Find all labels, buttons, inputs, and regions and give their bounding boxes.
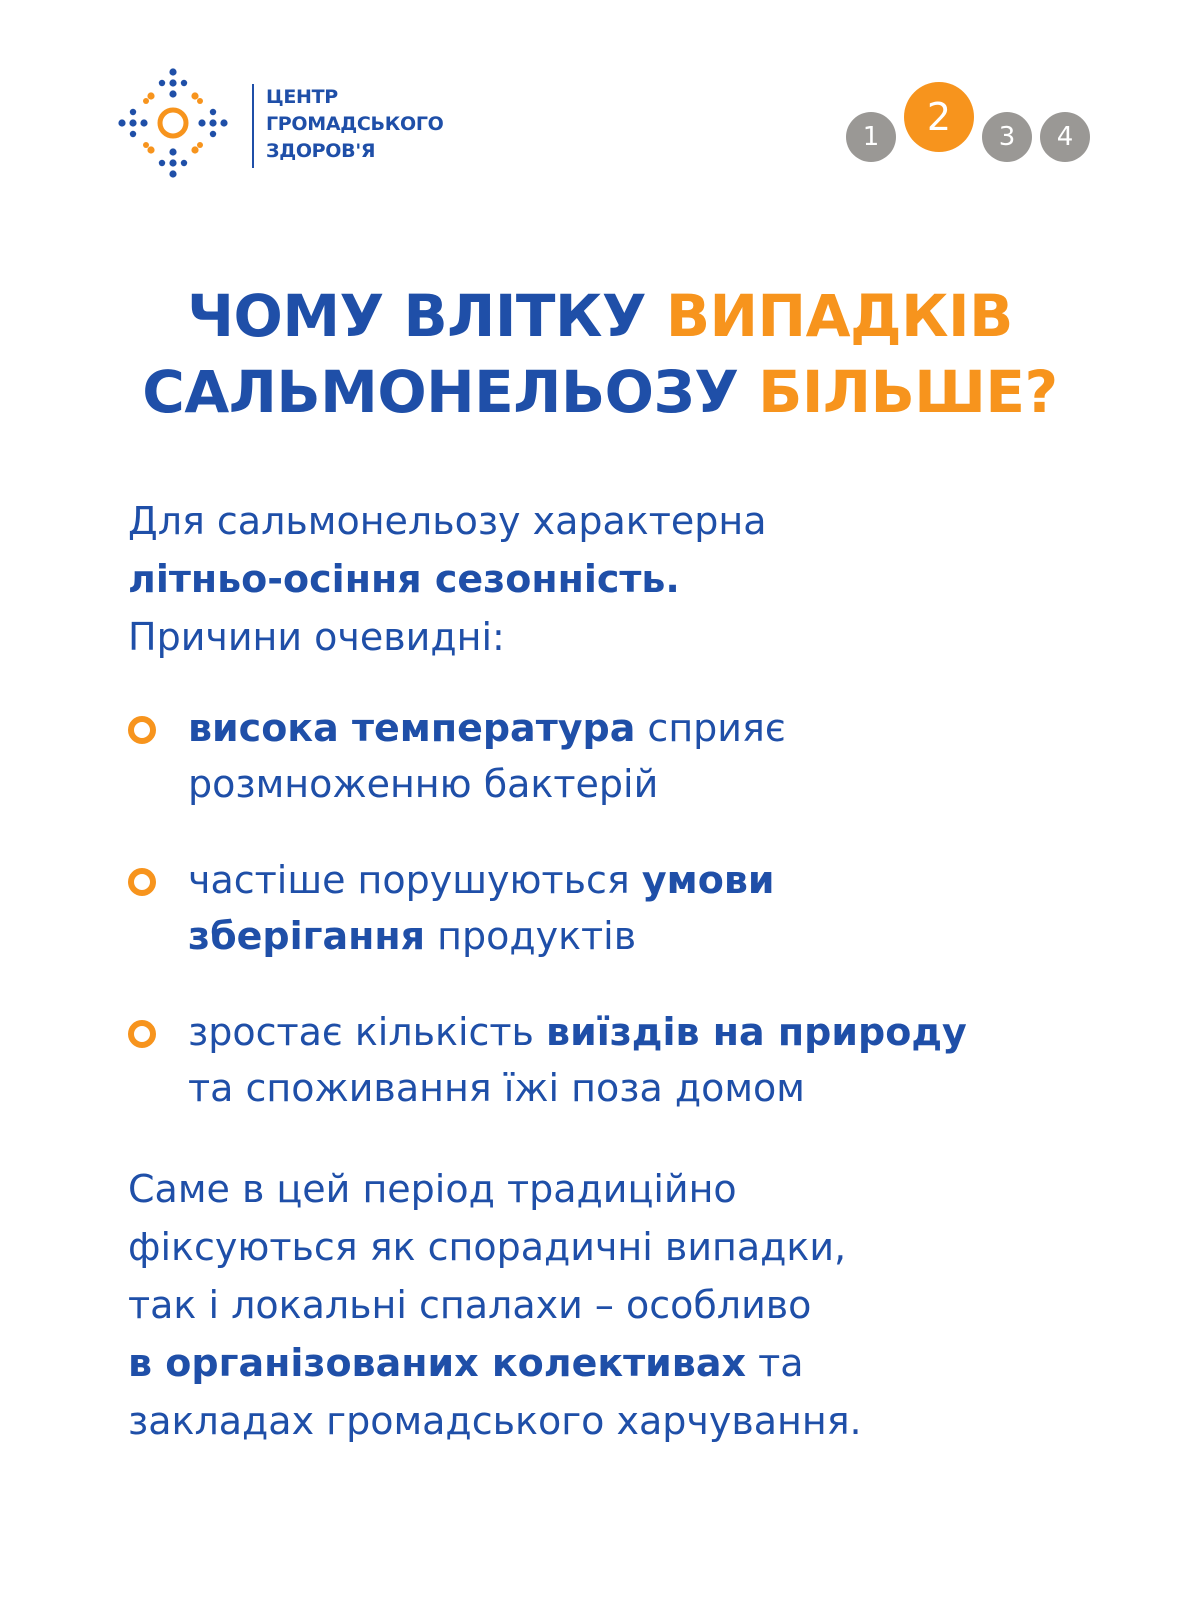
bullet-2-bold-line2: зберігання [188, 914, 426, 958]
bullet-3-line1 [188, 1004, 1128, 1060]
page-indicator-3[interactable]: 3 [982, 112, 1032, 162]
bullet-2-after: продуктів [425, 914, 637, 958]
bullet-circle-icon [128, 716, 156, 744]
headline-part2-highlight: БІЛЬШЕ? [758, 358, 1058, 426]
headline-part1-highlight: ВИПАДКІВ [665, 282, 1013, 350]
closing-line2: фіксуються як спорадичні випадки, [128, 1225, 847, 1269]
list-item [128, 1004, 1128, 1116]
bullet-2-line2 [188, 908, 1128, 964]
page-indicator-2-active[interactable]: 2 [904, 82, 974, 152]
list-item [128, 700, 1128, 812]
bullet-circle-icon [128, 868, 156, 896]
intro-paragraph [128, 492, 1108, 666]
bullet-1-after: сприяє [635, 706, 786, 750]
logo-divider [252, 84, 254, 168]
page-indicator-1[interactable]: 1 [846, 112, 896, 162]
headline [0, 278, 1200, 430]
closing-line4-after: та [746, 1341, 804, 1385]
page-indicator-4[interactable]: 4 [1040, 112, 1090, 162]
closing-paragraph [128, 1160, 1128, 1450]
list-item [128, 852, 1128, 964]
logo-text-line3: ЗДОРОВ'Я [266, 140, 376, 162]
bullet-3-line2: та споживання їжі поза домом [188, 1066, 805, 1110]
bullet-circle-icon [128, 1020, 156, 1048]
bullet-3-bold: виїздів на природу [546, 1010, 967, 1054]
logo-text-line1: ЦЕНТР [266, 86, 338, 108]
bullet-1-line2: розмноженню бактерій [188, 762, 659, 806]
closing-line5: закладах громадського харчування. [128, 1399, 862, 1443]
reasons-list [128, 700, 1128, 1156]
pagination [838, 80, 1090, 166]
headline-line1 [0, 278, 1200, 354]
bullet-2-before: частіше порушуються [188, 858, 642, 902]
closing-line1: Саме в цей період традиційно [128, 1167, 737, 1211]
logo [116, 66, 446, 180]
bullet-3-before: зростає кількість [188, 1010, 547, 1054]
bullet-2-bold-line1: умови [641, 858, 775, 902]
intro-line1: Для сальмонельозу характерна [128, 499, 767, 543]
bullet-1-bold: висока температура [188, 706, 636, 750]
public-health-center-logo-icon [116, 66, 230, 180]
bullet-2-line1 [188, 852, 1128, 908]
closing-line4-bold: в організованих колективах [128, 1341, 747, 1385]
bullet-1-line1 [188, 700, 1128, 756]
headline-part2: САЛЬМОНЕЛЬОЗУ [142, 358, 759, 426]
intro-line2-bold: літньо-осіння сезонність. [128, 557, 680, 601]
intro-line3: Причини очевидні: [128, 615, 505, 659]
logo-text [266, 84, 444, 165]
headline-part1: ЧОМУ ВЛІТКУ [187, 282, 666, 350]
closing-line3: так і локальні спалахи – особливо [128, 1283, 812, 1327]
closing-line4 [128, 1334, 1128, 1392]
logo-text-line2: ГРОМАДСЬКОГО [266, 113, 444, 135]
headline-line2 [0, 354, 1200, 430]
